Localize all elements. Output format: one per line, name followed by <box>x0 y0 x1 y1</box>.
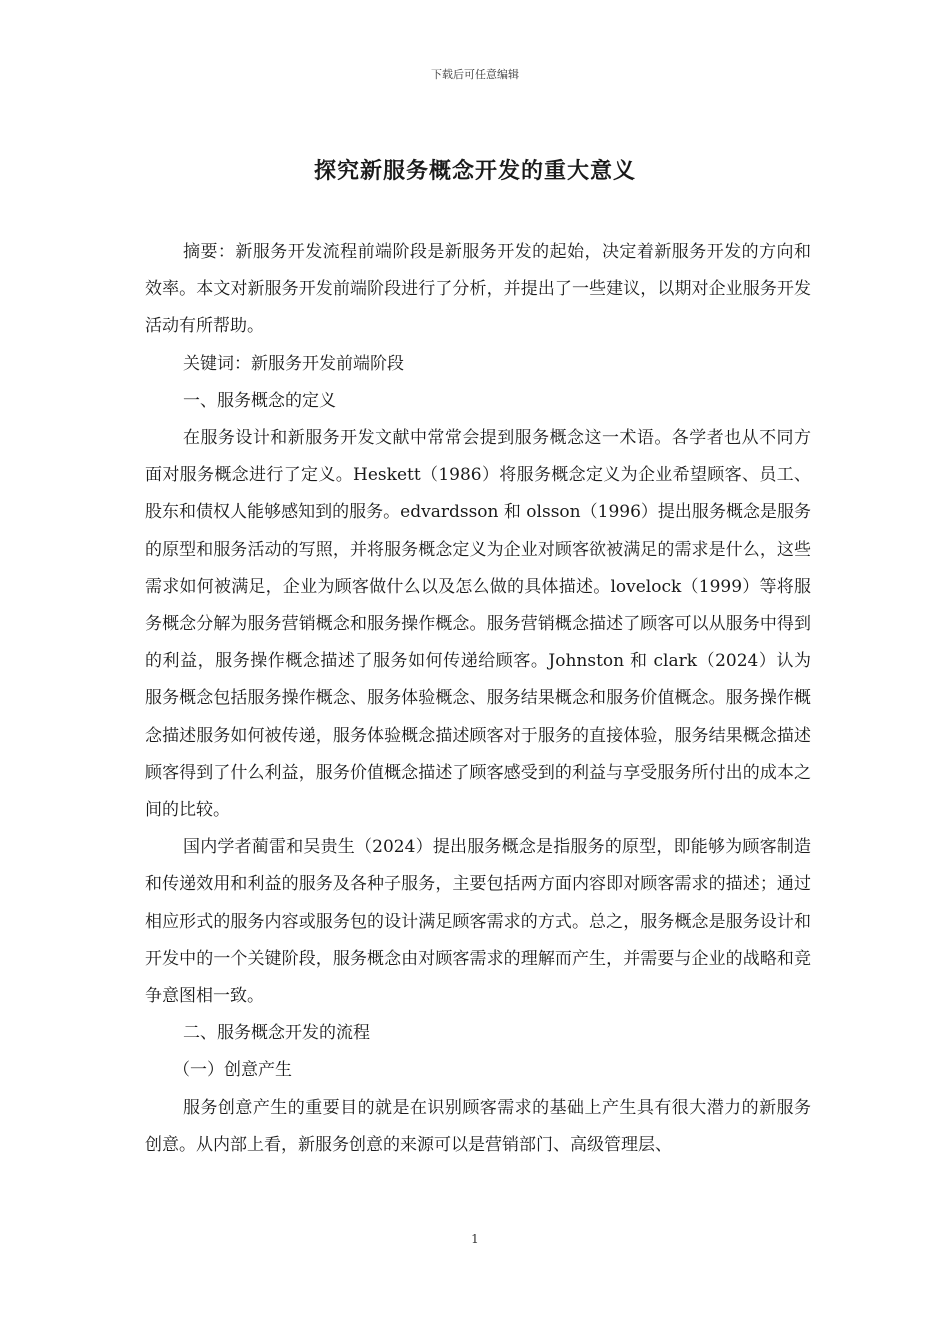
keywords-paragraph: 关键词：新服务开发前端阶段 <box>183 353 404 374</box>
section-heading-2: 二、服务概念开发的流程 <box>183 1023 370 1044</box>
abstract-paragraph: 摘要：新服务开发流程前端阶段是新服务开发的起始，决定着新服务开发的方向和效率。本文对新服务开发前端阶段进行了分析，并提出了一些建议，以期对企业服务开发活动有所帮助。 <box>145 242 811 337</box>
body-paragraph: 国内学者蔺雷和吴贵生（2024）提出服务概念是指服务的原型，即能够为顾客制造和传递效用和利益的服务及各种子服务，主要包括两方面内容即对顾客需求的描述；通过相应形式的服务内容或服务包的设计满足顾客需求的方式。总之，服务概念是服务设计和开发中的一个关键阶段，服务概念由对顾客需求的理解而产生，并需要与企业的战略和竞争意图相一致。 <box>145 837 811 1007</box>
page-number: 1 <box>471 1232 479 1246</box>
body-paragraph: 服务创意产生的重要目的就是在识别顾客需求的基础上产生具有很大潜力的新服务创意。从内部上看，新服务创意的来源可以是营销部门、高级管理层、 <box>145 1097 811 1155</box>
section-heading-1: 一、服务概念的定义 <box>183 390 336 411</box>
document-body <box>145 234 811 1164</box>
document-title: 探究新服务概念开发的重大意义 <box>313 158 636 184</box>
subsection-heading-1: （一）创意产生 <box>173 1060 292 1081</box>
body-paragraph: 在服务设计和新服务开发文献中常常会提到服务概念这一术语。各学者也从不同方面对服务概念进行了定义。Heskett（1986）将服务概念定义为企业希望顾客、员工、股东和债权人能够感知到的服务。edvardsson 和 olsson（1996）提出服务概念是服务的原型和服务活动的写照，并将服务概念定义为企业对顾客欲被满足的需求是什么，这些需求如何被满足，企业为顾客做什么以及怎么做的具体描述。lovelock（1999）等将服务概念分解为服务营销概念和服务操作概念。服务营销概念描述了顾客可以从服务中得到的利益，服务操作概念描述了服务如何传递给顾客。Johnston 和 clark（2024）认为服务概念包括服务操作概念、服务体验概念、服务结果概念和服务价值概念。服务操作概念描述服务如何被传递，服务体验概念描述顾客对于服务的直接体验，服务结果概念描述顾客得到了什么利益，服务价值概念描述了顾客感受到的利益与享受服务所付出的成本之间的比较。 <box>145 428 811 821</box>
page-header: 下载后可任意编辑 <box>431 68 519 81</box>
